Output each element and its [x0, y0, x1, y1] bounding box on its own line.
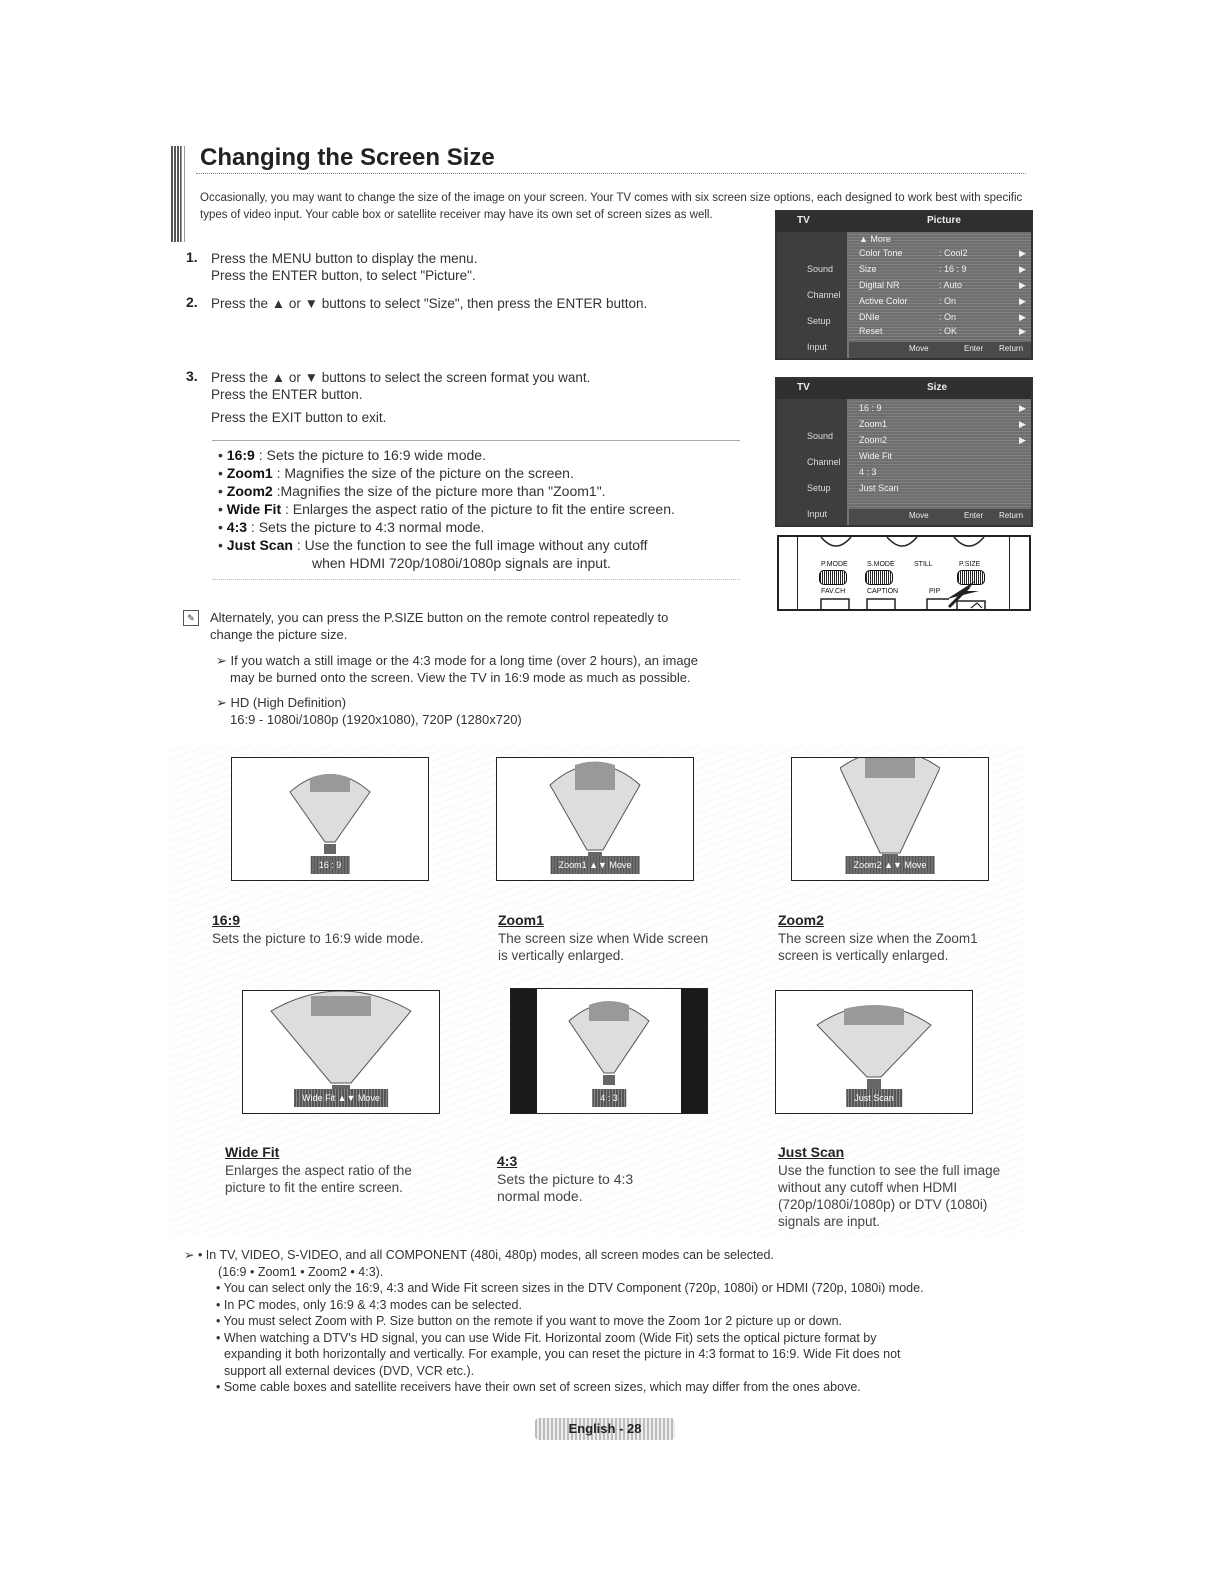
option-16-9: • 16:9 : Sets the picture to 16:9 wide mode.	[218, 447, 486, 463]
bottom-note: ➢ • In TV, VIDEO, S-VIDEO, and all COMPONENT (480i, 480p) modes, all screen modes can be selected.	[184, 1248, 774, 1262]
size-panel-zoom1	[496, 757, 694, 881]
menu-row: Just Scan	[859, 483, 899, 493]
step-3-number: 3.	[186, 368, 198, 384]
menu-footer	[849, 509, 1031, 525]
step-1-line-2: Press the ENTER button, to select "Picture".	[211, 268, 476, 283]
note-main	[210, 609, 750, 643]
step-1-number: 1.	[186, 249, 198, 265]
bottom-note: expanding it both horizontally and vertically. For example, you can reset the picture in 4:3 format to 16:9. Wide Fit does not	[224, 1347, 901, 1361]
menu-row: DNIe : On ▶	[859, 312, 1026, 322]
menu-side-setup: Setup	[807, 316, 831, 326]
balloon-illustration-icon	[840, 758, 940, 868]
menu-tab-tv: TV	[797, 382, 810, 393]
menu-footer	[849, 342, 1031, 358]
bottom-note: • When watching a DTV's HD signal, you can use Wide Fit. Horizontal zoom (Wide Fit) sets the optical picture format by	[216, 1330, 877, 1345]
step-3-line-3: Press the EXIT button to exit.	[211, 410, 387, 425]
remote-control-illustration	[777, 535, 1031, 611]
menu-row: Color Tone : Cool2 ▶	[859, 248, 1026, 258]
menu-side-setup: Setup	[807, 483, 831, 493]
menu-row: 16 : 9 ▶	[859, 403, 1026, 413]
size-title-zoom1: Zoom1	[498, 912, 544, 928]
menu-side-input: Input	[807, 509, 828, 519]
option-just-scan-cont: when HDMI 720p/1080i/1080p signals are input.	[312, 555, 611, 571]
size-desc-wide-fit: Enlarges the aspect ratio of the picture to fit the entire screen.	[225, 1163, 412, 1195]
size-panel-zoom2	[791, 757, 989, 881]
menu-row: Active Color : On ▶	[859, 296, 1026, 306]
size-panel-label: Zoom1 ▲▼ Move	[551, 856, 640, 874]
remote-label-psize: P.SIZE	[959, 561, 981, 568]
title-accent-bar	[171, 146, 181, 242]
menu-sidebar	[777, 232, 847, 358]
tip-2-line-1: ➢ HD (High Definition)	[216, 695, 347, 710]
step-2-line-1: Press the ▲ or ▼ buttons to select "Size", then press the ENTER button.	[211, 296, 648, 311]
bottom-note: • You can select only the 16:9, 4:3 and Wide Fit screen sizes in the DTV Component (720p, 1080i) or HDMI (720p, 1080i) mode.	[216, 1281, 924, 1295]
note-tip-hd	[216, 694, 756, 728]
size-title-just-scan: Just Scan	[778, 1144, 845, 1160]
size-title-wide-fit: Wide Fit	[225, 1144, 280, 1160]
note-main-line-1: Alternately, you can press the P.SIZE button on the remote control repeatedly to	[210, 610, 669, 625]
menu-footer-return: Return	[999, 344, 1024, 353]
balloon-illustration-icon	[266, 991, 416, 1101]
remote-pointer-arrow-icon	[779, 577, 1029, 609]
size-title-zoom2: Zoom2	[778, 912, 824, 928]
remote-label-caption: CAPTION	[867, 588, 899, 595]
note-tip-burn-in	[216, 652, 756, 686]
menu-footer-return: Return	[999, 511, 1024, 520]
step-1-line-1: Press the MENU button to display the menu.	[211, 251, 478, 266]
remote-label-pip: PIP	[929, 588, 941, 595]
menu-row: Zoom2 ▶	[859, 435, 1026, 445]
remote-label-still: STILL	[914, 561, 933, 568]
bottom-note: • You must select Zoom with P. Size button on the remote if you want to move the Zoom 1or 2 picture up or down.	[216, 1314, 843, 1328]
step-2-number: 2.	[186, 294, 198, 310]
menu-row: Reset : OK ▶	[859, 326, 1026, 336]
size-panel-4-3	[510, 988, 708, 1114]
size-options-box	[212, 440, 740, 580]
size-desc-zoom2: The screen size when the Zoom1 screen is vertically enlarged.	[778, 931, 978, 963]
remote-label-smode: S.MODE	[867, 561, 895, 568]
size-desc-16-9: Sets the picture to 16:9 wide mode.	[212, 931, 424, 946]
tip-1-line-1: ➢ If you watch a still image or the 4:3 mode for a long time (over 2 hours), an image	[216, 653, 699, 668]
size-panel-just-scan	[775, 990, 973, 1114]
bottom-note: support all external devices (DVD, VCR etc.).	[224, 1363, 475, 1378]
remote-label-pmode: P.MODE	[821, 561, 848, 568]
option-wide-fit: • Wide Fit : Enlarges the aspect ratio of the picture to fit the entire screen.	[218, 501, 675, 517]
bottom-note: (16:9 • Zoom1 • Zoom2 • 4:3).	[218, 1264, 384, 1279]
menu-tab-size: Size	[927, 382, 948, 393]
menu-row: 4 : 3	[859, 467, 877, 477]
step-3-line-1: Press the ▲ or ▼ buttons to select the screen format you want.	[211, 370, 591, 385]
bottom-notes	[184, 1247, 1040, 1396]
menu-row: Wide Fit	[859, 451, 893, 461]
page-title: Changing the Screen Size	[200, 144, 495, 171]
size-panel-label: Just Scan	[846, 1089, 902, 1107]
bottom-note: • Some cable boxes and satellite receivers have their own set of screen sizes, which may differ from the ones above.	[216, 1380, 861, 1394]
size-panel-4-3-picture	[537, 989, 681, 1113]
remote-label-favch: FAV.CH	[821, 588, 846, 595]
menu-side-sound: Sound	[807, 264, 834, 274]
menu-row: Size : 16 : 9 ▶	[859, 264, 1026, 274]
menu-row: Zoom1 ▶	[859, 419, 1026, 429]
step-1-text	[211, 250, 751, 284]
step-2-text	[211, 295, 751, 312]
note-main-line-2: change the picture size.	[210, 627, 348, 642]
menu-tab-picture: Picture	[927, 215, 961, 226]
size-panel-wide-fit	[242, 990, 440, 1114]
menu-tab-tv: TV	[797, 215, 810, 226]
title-rule	[196, 173, 1026, 174]
option-zoom2: • Zoom2 :Magnifies the size of the picture more than "Zoom1".	[218, 483, 606, 499]
size-panel-16-9	[231, 757, 429, 881]
intro-paragraph: Occasionally, you may want to change the size of the image on your screen. Your TV comes with six screen size options, each designed to work best with specific types of video input. Your cable box or satellite receiver may have its own set of screen sizes as well.	[200, 192, 1023, 221]
menu-footer-move: Move	[909, 344, 929, 353]
page-number-badge: English - 28	[535, 1418, 675, 1440]
size-title-16-9: 16:9	[212, 912, 241, 928]
note-icon: ✎	[183, 610, 199, 626]
size-panel-label: 4 : 3	[592, 1089, 626, 1107]
title-accent-bar-2	[181, 146, 187, 242]
menu-footer-move: Move	[909, 511, 929, 520]
menu-side-input: Input	[807, 342, 828, 352]
size-desc-zoom1: The screen size when Wide screen is vertically enlarged.	[498, 931, 709, 963]
bottom-note: • In PC modes, only 16:9 & 4:3 modes can be selected.	[216, 1297, 522, 1312]
tip-1-line-2: may be burned onto the screen. View the TV in 16:9 mode as much as possible.	[230, 670, 691, 685]
menu-side-sound: Sound	[807, 431, 834, 441]
size-menu-screenshot	[775, 377, 1033, 527]
tip-2-line-2: 16:9 - 1080i/1080p (1920x1080), 720P (1280x720)	[230, 712, 522, 727]
menu-header	[777, 212, 1031, 232]
balloon-illustration-icon	[559, 991, 659, 1101]
step-3-text	[211, 369, 751, 426]
menu-row: ▲ More	[859, 234, 891, 244]
menu-header	[777, 379, 1031, 399]
remote-top-curves	[779, 537, 1029, 557]
menu-footer-enter: Enter	[964, 511, 984, 520]
option-4-3: • 4:3 : Sets the picture to 4:3 normal mode.	[218, 519, 485, 535]
menu-side-channel: Channel	[807, 290, 841, 300]
menu-footer-enter: Enter	[964, 344, 984, 353]
step-3-line-2: Press the ENTER button.	[211, 387, 363, 402]
size-panel-label: 16 : 9	[311, 856, 350, 874]
menu-sidebar	[777, 399, 847, 525]
menu-row: Digital NR : Auto ▶	[859, 280, 1026, 290]
size-title-4-3: 4:3	[497, 1153, 518, 1169]
size-desc-just-scan: Use the function to see the full image without any cutoff when HDMI (720p/1080i/1080p) or DTV (1080i) signals are input.	[778, 1163, 1001, 1229]
size-panel-label: Wide Fit ▲▼ Move	[294, 1089, 388, 1107]
balloon-illustration-icon	[545, 760, 645, 870]
option-just-scan: • Just Scan : Use the function to see the full image without any cutoff	[218, 537, 648, 553]
menu-side-channel: Channel	[807, 457, 841, 467]
option-zoom1: • Zoom1 : Magnifies the size of the picture on the screen.	[218, 465, 574, 481]
size-desc-4-3: Sets the picture to 4:3 normal mode.	[497, 1171, 634, 1204]
size-panel-label: Zoom2 ▲▼ Move	[846, 856, 935, 874]
picture-menu-screenshot	[775, 210, 1033, 360]
